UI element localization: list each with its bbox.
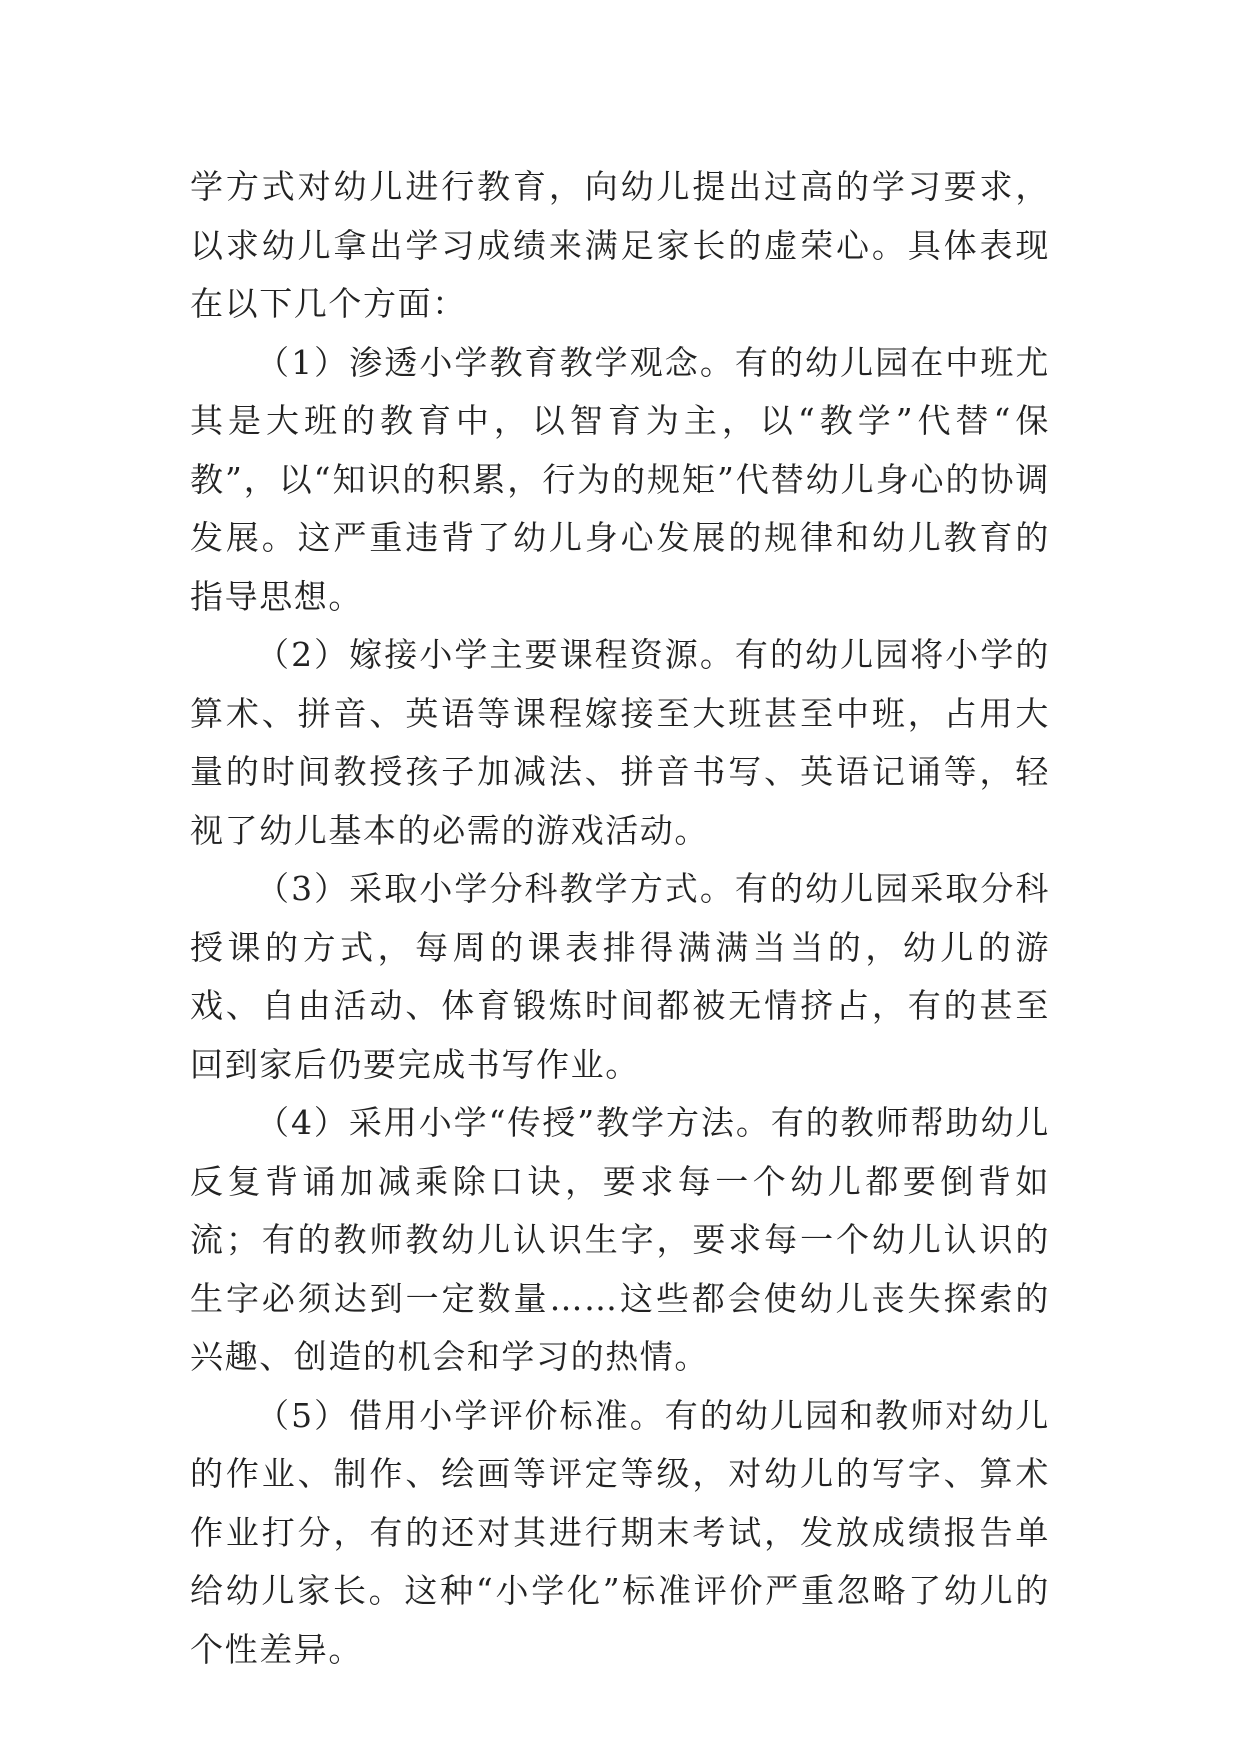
paragraph-item-1: （1）渗透小学教育教学观念。有的幼儿园在中班尤其是大班的教育中，以智育为主，以“教学”代替“保教”，以“知识的积累，行为的规矩”代替幼儿身心的协调发展。这严重违背了幼儿身心发展的规律和幼儿教育的指导思想。 <box>190 342 1050 616</box>
paragraph-item-3: （3）采取小学分科教学方式。有的幼儿园采取分科授课的方式，每周的课表排得满满当当的，幼儿的游戏、自由活动、体育锻炼时间都被无情挤占，有的甚至回到家后仍要完成书写作业。 <box>190 869 1050 1084</box>
paragraph-item-2: （2）嫁接小学主要课程资源。有的幼儿园将小学的算术、拼音、英语等课程嫁接至大班甚至中班，占用大量的时间教授孩子加减法、拼音书写、英语记诵等，轻视了幼儿基本的必需的游戏活动。 <box>190 635 1050 850</box>
paragraph-intro-continuation: 学方式对幼儿进行教育，向幼儿提出过高的学习要求，以求幼儿拿出学习成绩来满足家长的虚荣心。具体表现在以下几个方面： <box>190 167 1050 323</box>
paragraph-item-4: （4）采用小学“传授”教学方法。有的教师帮助幼儿反复背诵加减乘除口诀，要求每一个幼儿都要倒背如流；有的教师教幼儿认识生字，要求每一个幼儿认识的生字必须达到一定数量……这些都会使幼儿丧失探索的兴趣、创造的机会和学习的热情。 <box>190 1103 1050 1376</box>
document-body <box>190 158 1050 1679</box>
paragraph-item-5: （5）借用小学评价标准。有的幼儿园和教师对幼儿的作业、制作、绘画等评定等级，对幼儿的写字、算术作业打分，有的还对其进行期末考试，发放成绩报告单给幼儿家长。这种“小学化”标准评价严重忽略了幼儿的个性差异。 <box>190 1395 1050 1669</box>
